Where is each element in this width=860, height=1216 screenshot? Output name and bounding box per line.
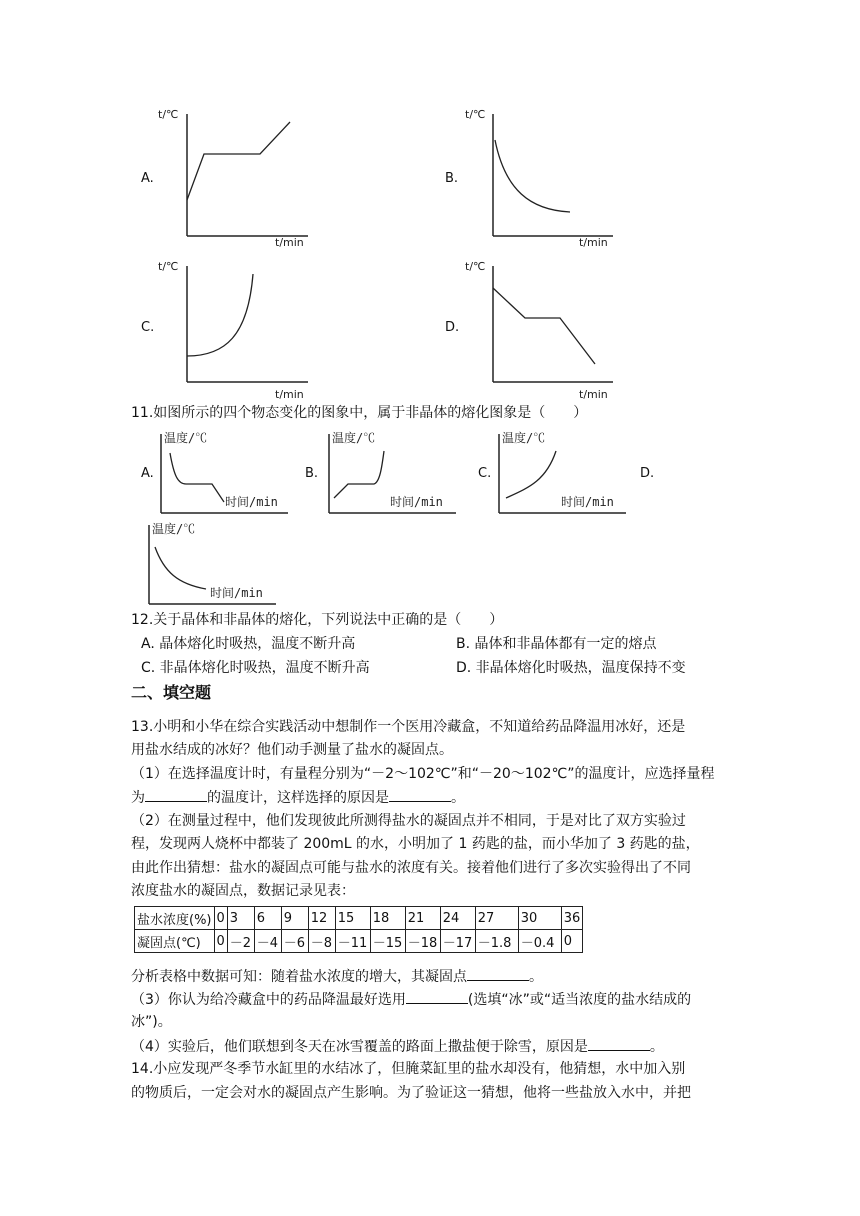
q13-part3-hint: (选填“冰”或“适当浓度的盐水结成的 xyxy=(467,992,692,1008)
table-cell: －15 xyxy=(370,930,405,953)
q13-analysis-end: 。 xyxy=(529,969,543,985)
q13-data-table xyxy=(134,906,583,953)
q11-graph-d-ylabel: 温度/℃ xyxy=(152,522,196,536)
q11-graph-a-ylabel: 温度/℃ xyxy=(164,431,208,445)
q10-graph-d-xlabel: t/min xyxy=(579,388,608,401)
q12-option-a: A. 晶体熔化时吸热，温度不断升高 xyxy=(141,636,356,652)
q10-graph-d xyxy=(455,252,625,402)
q10-label-a: A. xyxy=(141,171,154,186)
q11-graph-b-xlabel: 时间/min xyxy=(390,495,443,509)
table-row-header: 凝固点(℃) xyxy=(135,930,215,953)
q13-part1-prefix: 为 xyxy=(131,790,145,806)
table-cell: 27 xyxy=(475,907,518,930)
q12-stem: 12.关于晶体和非晶体的熔化，下列说法中正确的是（ ） xyxy=(131,612,504,628)
q13-part4-text: （4）实验后，他们联想到冬天在冰雪覆盖的路面上撒盐便于除雪，原因是 xyxy=(131,1039,588,1055)
table-cell: 3 xyxy=(227,907,254,930)
q13-part1-end: 。 xyxy=(451,790,465,806)
q13-part1-line2 xyxy=(131,787,465,808)
q10-graph-a-xlabel: t/min xyxy=(275,236,304,249)
q10-label-d: D. xyxy=(445,320,460,335)
table-cell: 12 xyxy=(308,907,335,930)
table-row-header: 盐水浓度(%) xyxy=(135,907,215,930)
q10-graph-c-ylabel: t/℃ xyxy=(158,260,179,273)
table-cell: －4 xyxy=(254,930,281,953)
table-cell: 24 xyxy=(440,907,475,930)
table-cell: －11 xyxy=(335,930,370,953)
q10-graph-a-ylabel: t/℃ xyxy=(158,108,179,121)
q14-line1: 14.小应发现严冬季节水缸里的水结冰了，但腌菜缸里的盐水却没有，他猜想，水中加入别 xyxy=(131,1061,686,1077)
q13-part3-line1 xyxy=(131,989,691,1010)
q11-graph-b xyxy=(318,426,463,516)
table-cell: 30 xyxy=(518,907,561,930)
table-cell: －6 xyxy=(281,930,308,953)
q13-blank-reason[interactable] xyxy=(389,787,451,802)
q14-line2: 的物质后，一定会对水的凝固点产生影响。为了验证这一猜想，他将一些盐放入水中，并把 xyxy=(131,1085,691,1101)
q11-label-d: D. xyxy=(640,466,655,481)
section-heading: 二、填空题 xyxy=(131,683,212,702)
q10-graph-c xyxy=(150,252,320,402)
table-cell: 6 xyxy=(254,907,281,930)
q13-part3-line2: 冰”)。 xyxy=(131,1014,172,1030)
q11-label-a: A. xyxy=(141,466,154,481)
q12-option-b: B. 晶体和非晶体都有一定的熔点 xyxy=(456,636,657,652)
q13-intro-2: 用盐水结成的冰好？他们动手测量了盐水的凝固点。 xyxy=(131,742,453,758)
q11-graph-a-xlabel: 时间/min xyxy=(225,495,278,509)
table-cell: 9 xyxy=(281,907,308,930)
q13-part1-line1: （1）在选择温度计时，有量程分别为“－2～102℃”和“－20～102℃”的温度计，应选择量程 xyxy=(131,766,715,782)
q11-graph-c-ylabel: 温度/℃ xyxy=(502,431,546,445)
table-cell: 21 xyxy=(405,907,440,930)
table-cell: 18 xyxy=(370,907,405,930)
q13-part3-text: （3）你认为给冷藏盒中的药品降温最好选用 xyxy=(131,992,406,1008)
q11-graph-c xyxy=(488,426,633,516)
q13-blank-snow[interactable] xyxy=(588,1036,650,1051)
q13-part2-line2: 程，发现两人烧杯中都装了 200mL 的水，小明加了 1 药匙的盐，而小华加了 3 药匙的盐， xyxy=(131,836,700,852)
q10-label-b: B. xyxy=(445,171,459,186)
q11-stem: 11.如图所示的四个物态变化的图象中，属于非晶体的熔化图象是（ ） xyxy=(131,405,588,421)
q13-blank-range[interactable] xyxy=(145,787,207,802)
q13-part2-line3: 由此作出猜想：盐水的凝固点可能与盐水的浓度有关。接着他们进行了多次实验得出了不同 xyxy=(131,860,691,876)
q10-graph-b-xlabel: t/min xyxy=(579,236,608,249)
q13-analysis-text: 分析表格中数据可知：随着盐水浓度的增大，其凝固点 xyxy=(131,969,467,985)
table-cell: －8 xyxy=(308,930,335,953)
table-cell: －18 xyxy=(405,930,440,953)
q11-label-b: B. xyxy=(305,466,319,481)
q10-label-c: C. xyxy=(141,320,155,335)
table-row xyxy=(135,930,583,953)
q11-graph-a xyxy=(150,426,295,516)
q12-option-d: D. 非晶体熔化时吸热，温度保持不变 xyxy=(456,660,686,676)
table-cell: 36 xyxy=(561,907,583,930)
q12-option-c: C. 非晶体熔化时吸热，温度不断升高 xyxy=(141,660,370,676)
q13-blank-choice[interactable] xyxy=(406,989,468,1004)
q10-graph-a xyxy=(150,100,320,250)
q13-part2-line4: 浓度盐水的凝固点，数据记录见表： xyxy=(131,883,355,899)
q10-graph-c-xlabel: t/min xyxy=(275,388,304,401)
q10-graph-b-ylabel: t/℃ xyxy=(465,108,486,121)
q10-graph-b xyxy=(455,100,625,250)
table-cell: －17 xyxy=(440,930,475,953)
q13-part1-mid: 的温度计，这样选择的原因是 xyxy=(207,790,389,806)
q13-part4-end: 。 xyxy=(649,1039,664,1055)
table-cell: －1.8 xyxy=(475,930,518,953)
q13-intro-1: 13.小明和小华在综合实践活动中想制作一个医用冷藏盒，不知道给药品降温用冰好，还是 xyxy=(131,719,686,735)
table-row xyxy=(135,907,583,930)
table-cell: －0.4 xyxy=(518,930,561,953)
table-cell: 0 xyxy=(214,907,227,930)
q11-graph-c-xlabel: 时间/min xyxy=(561,495,614,509)
q10-graph-d-ylabel: t/℃ xyxy=(465,260,486,273)
q13-part2-line1: （2）在测量过程中，他们发现彼此所测得盐水的凝固点并不相同，于是对比了双方实验过 xyxy=(131,813,686,829)
table-cell: 15 xyxy=(335,907,370,930)
q11-graph-d xyxy=(138,517,283,607)
q13-blank-trend[interactable] xyxy=(467,966,529,981)
q11-label-c: C. xyxy=(478,466,492,481)
table-cell: 0 xyxy=(561,930,583,953)
q13-part4 xyxy=(131,1036,664,1057)
q11-graph-d-xlabel: 时间/min xyxy=(210,586,263,600)
table-cell: 0 xyxy=(214,930,227,953)
table-cell: －2 xyxy=(227,930,254,953)
q13-analysis xyxy=(131,966,543,987)
q11-graph-b-ylabel: 温度/℃ xyxy=(332,431,376,445)
